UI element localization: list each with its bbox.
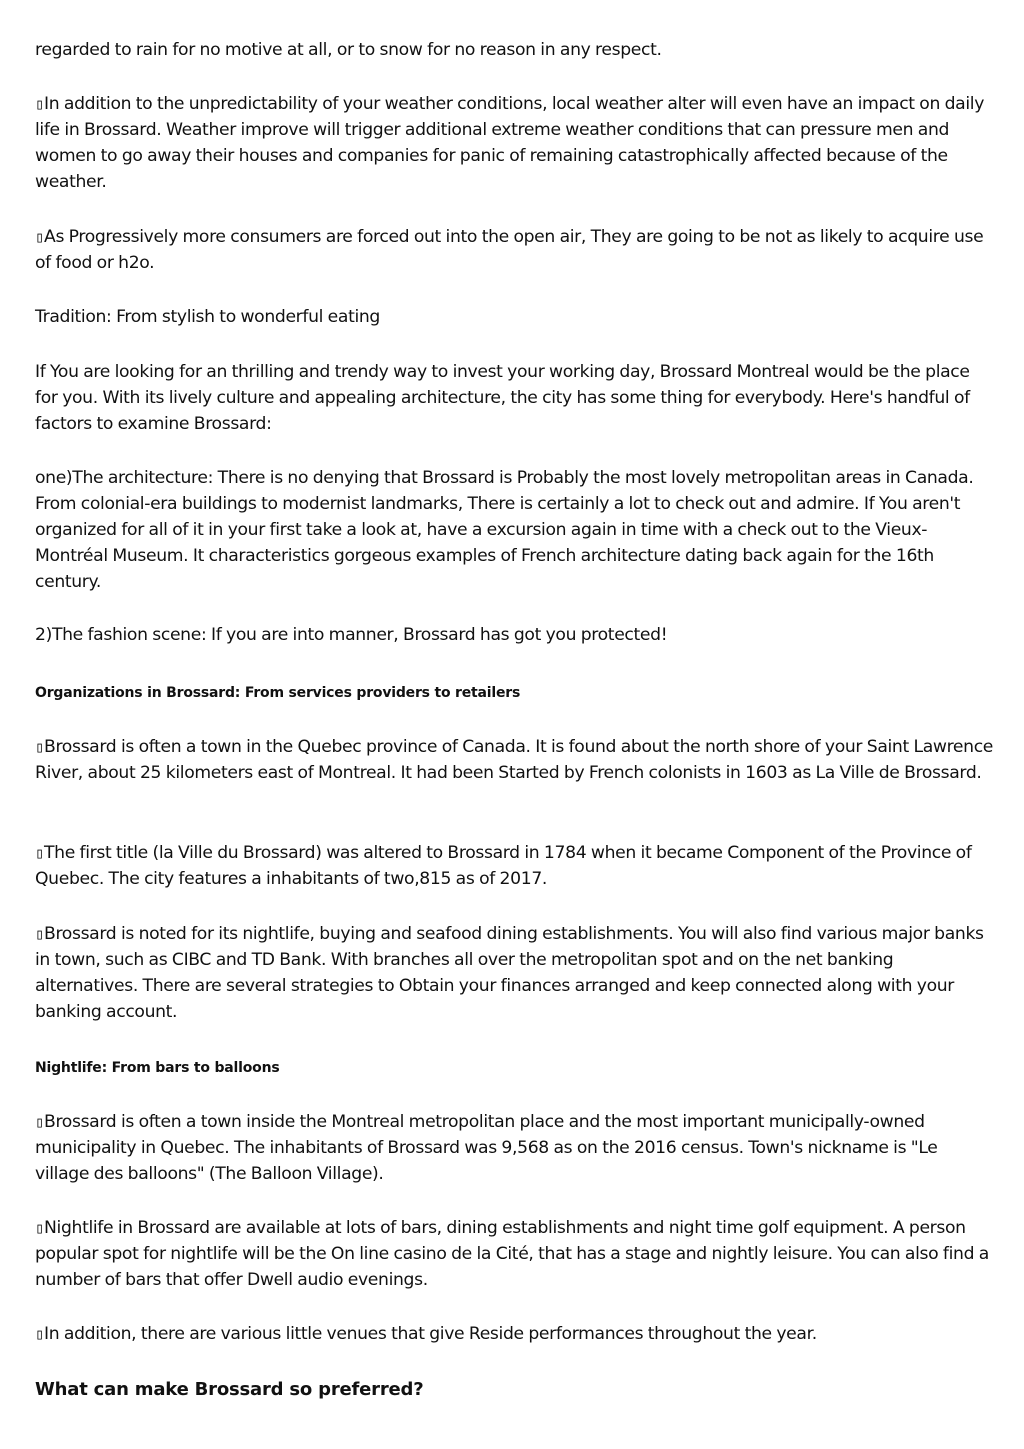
missing-glyph-icon: ▯: [35, 738, 45, 756]
paragraph-unpredictability: ▯In addition to the unpredictability of your weather conditions, local weather alter will even have an impact on daily life in Brossard. Weather improve will trigger additional extreme weather conditions that can pressure men and women to go away their houses and companies for panic of remaining catastrophically affected because of the weather.: [35, 94, 985, 192]
heading-preferred: What can make Brossard so preferred?: [35, 1379, 424, 1400]
missing-glyph-icon: ▯: [35, 1113, 45, 1131]
paragraph-trendy-way: If You are looking for an thrilling and trendy way to invest your working day, Brossard Montreal would be the place for you. With its lively culture and appealing architecture, the city has some thing for everybody. Here's handful of factors to examine Brossard:: [35, 362, 970, 434]
heading-organizations: Organizations in Brossard: From services providers to retailers: [35, 685, 521, 701]
missing-glyph-icon: ▯: [35, 228, 45, 246]
heading-nightlife: Nightlife: From bars to balloons: [35, 1060, 280, 1076]
paragraph-rain: regarded to rain for no motive at all, or to snow for no reason in any respect.: [35, 40, 662, 60]
paragraph-nightlife-banks: ▯Brossard is noted for its nightlife, buying and seafood dining establishments. You will also find various major banks in town, such as CIBC and TD Bank. With branches all over the metropolitan spot and on the net banking alternatives. There are several strategies to Obtain your finances arranged and keep connected along with your banking account.: [35, 924, 984, 1022]
paragraph-fashion: 2)The fashion scene: If you are into manner, Brossard has got you protected!: [35, 625, 668, 645]
paragraph-tradition: Tradition: From stylish to wonderful eating: [35, 307, 380, 327]
paragraph-open-air: ▯As Progressively more consumers are forced out into the open air, They are going to be not as likely to acquire use of food or h2o.: [35, 227, 984, 273]
paragraph-casino: ▯Nightlife in Brossard are available at lots of bars, dining establishments and night time golf equipment. A person popular spot for nightlife will be the On line casino de la Cité, that has a stage and nightly leisure. You can also find a number of bars that offer Dwell audio evenings.: [35, 1218, 989, 1290]
missing-glyph-icon: ▯: [35, 1219, 45, 1237]
paragraph-municipality: ▯Brossard is often a town inside the Montreal metropolitan place and the most important municipally-owned municipality in Quebec. The inhabitants of Brossard was 9,568 as on the 2016 census. Town's nickname is "Le village des balloons" (The Balloon Village).: [35, 1112, 938, 1184]
paragraph-town-quebec: ▯Brossard is often a town in the Quebec province of Canada. It is found about the north shore of your Saint Lawrence River, about 25 kilometers east of Montreal. It had been Started by French colonists in 1603 as La Ville de Brossard.: [35, 737, 994, 783]
missing-glyph-icon: ▯: [35, 844, 45, 862]
paragraph-venues: ▯In addition, there are various little venues that give Reside performances throughout the year.: [35, 1324, 817, 1344]
paragraph-first-title: ▯The first title (la Ville du Brossard) was altered to Brossard in 1784 when it became Component of the Province of Quebec. The city features a inhabitants of two,815 as of 2017.: [35, 843, 972, 889]
missing-glyph-icon: ▯: [35, 925, 45, 943]
missing-glyph-icon: ▯: [35, 1325, 45, 1343]
paragraph-architecture: one)The architecture: There is no denying that Brossard is Probably the most lovely metropolitan areas in Canada. From colonial-era buildings to modernist landmarks, There is certainly a lot to check out and admire. If You aren't organized for all of it in your first take a look at, have a excursion again in time with a check out to the Vieux-Montréal Museum. It characteristics gorgeous examples of French architecture dating back again for the 16th century.: [35, 468, 974, 592]
missing-glyph-icon: ▯: [35, 95, 45, 113]
